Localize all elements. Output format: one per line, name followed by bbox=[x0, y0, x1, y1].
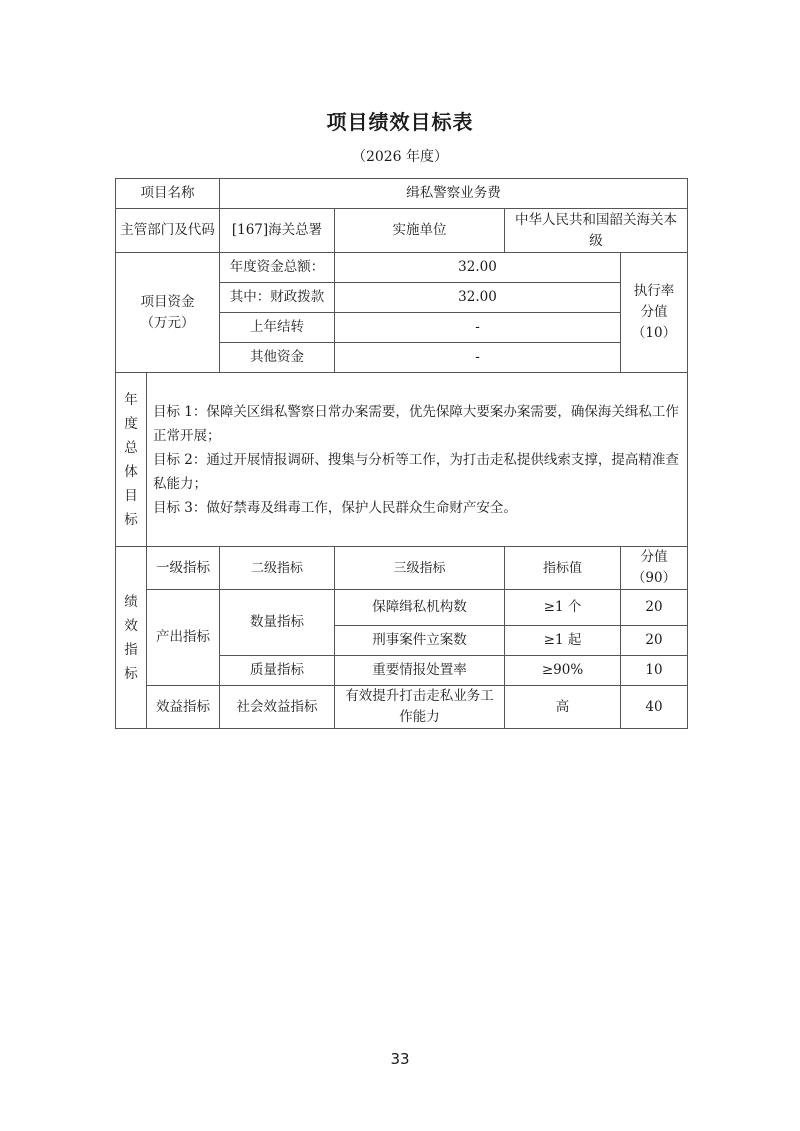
other-funds-value: - bbox=[335, 343, 621, 373]
other-funds-label: 其他资金 bbox=[220, 343, 335, 373]
indicator-score-3: 10 bbox=[621, 656, 688, 686]
project-name-label: 项目名称 bbox=[116, 179, 220, 209]
output-indicator-label: 产出指标 bbox=[147, 590, 220, 686]
fiscal-funds-value: 32.00 bbox=[335, 283, 621, 313]
indicator-value-3: ≥90% bbox=[505, 656, 621, 686]
header-level2: 二级指标 bbox=[220, 547, 335, 590]
indicator-value-1: ≥1 个 bbox=[505, 590, 621, 626]
impl-unit-value: 中华人民共和国韶关海关本级 bbox=[505, 209, 688, 253]
indicator-name-1: 保障缉私机构数 bbox=[335, 590, 505, 626]
goal-3: 目标 3：做好禁毒及缉毒工作，保护人民群众生命财产安全。 bbox=[153, 499, 517, 516]
total-funds-label: 年度资金总额： bbox=[220, 253, 335, 283]
exec-rate-score bbox=[621, 253, 688, 373]
indicator-score-1: 20 bbox=[621, 590, 688, 626]
funds-label-line1: 项目资金 bbox=[140, 293, 195, 310]
header-score: 分值 （90） bbox=[621, 547, 688, 590]
goal-2: 目标 2：通过开展情报调研、搜集与分析等工作，为打击走私提供线索支撑，提高精准查私能力； bbox=[153, 451, 679, 492]
carryover-label: 上年结转 bbox=[220, 313, 335, 343]
score-label: 分值 bbox=[640, 304, 668, 320]
funds-label bbox=[116, 253, 220, 373]
header-level1: 一级指标 bbox=[147, 547, 220, 590]
header-level3: 三级指标 bbox=[335, 547, 505, 590]
indicator-name-4: 有效提升打击走私业务工作能力 bbox=[335, 686, 505, 729]
carryover-value: - bbox=[335, 313, 621, 343]
fiscal-funds-label: 其中：财政拨款 bbox=[220, 283, 335, 313]
indicator-name-2: 刑事案件立案数 bbox=[335, 626, 505, 656]
page-number: 33 bbox=[390, 1050, 410, 1068]
social-benefit-label: 社会效益指标 bbox=[220, 686, 335, 729]
impl-unit-label: 实施单位 bbox=[335, 209, 505, 253]
quantity-indicator-label: 数量指标 bbox=[220, 590, 335, 656]
funds-label-line2: （万元） bbox=[140, 314, 195, 331]
header-value: 指标值 bbox=[505, 547, 621, 590]
exec-rate-label: 执行率 bbox=[633, 283, 675, 299]
performance-goal-table bbox=[115, 178, 688, 729]
benefit-indicator-label: 效益指标 bbox=[147, 686, 220, 729]
indicator-value-4: 高 bbox=[505, 686, 621, 729]
dept-value: [167]海关总署 bbox=[220, 209, 335, 253]
indicator-name-3: 重要情报处置率 bbox=[335, 656, 505, 686]
page-subtitle: （2026 年度） bbox=[351, 149, 449, 165]
page-title: 项目绩效目标表 bbox=[326, 110, 474, 134]
quality-indicator-label: 质量指标 bbox=[220, 656, 335, 686]
goal-1: 目标 1：保障关区缉私警察日常办案需要，优先保障大要案办案需要，确保海关缉私工作正常开展； bbox=[153, 403, 679, 444]
indicator-value-2: ≥1 起 bbox=[505, 626, 621, 656]
indicator-score-4: 40 bbox=[621, 686, 688, 729]
exec-rate-score-value: （10） bbox=[631, 325, 677, 341]
dept-label: 主管部门及代码 bbox=[116, 209, 220, 253]
project-name-value: 缉私警察业务费 bbox=[220, 179, 688, 209]
total-funds-value: 32.00 bbox=[335, 253, 621, 283]
annual-goal-label: 年 度 总 体 目 标 bbox=[116, 373, 147, 547]
performance-indicator-label: 绩 效 指 标 bbox=[116, 547, 147, 729]
annual-goal-content bbox=[147, 373, 688, 547]
indicator-score-2: 20 bbox=[621, 626, 688, 656]
